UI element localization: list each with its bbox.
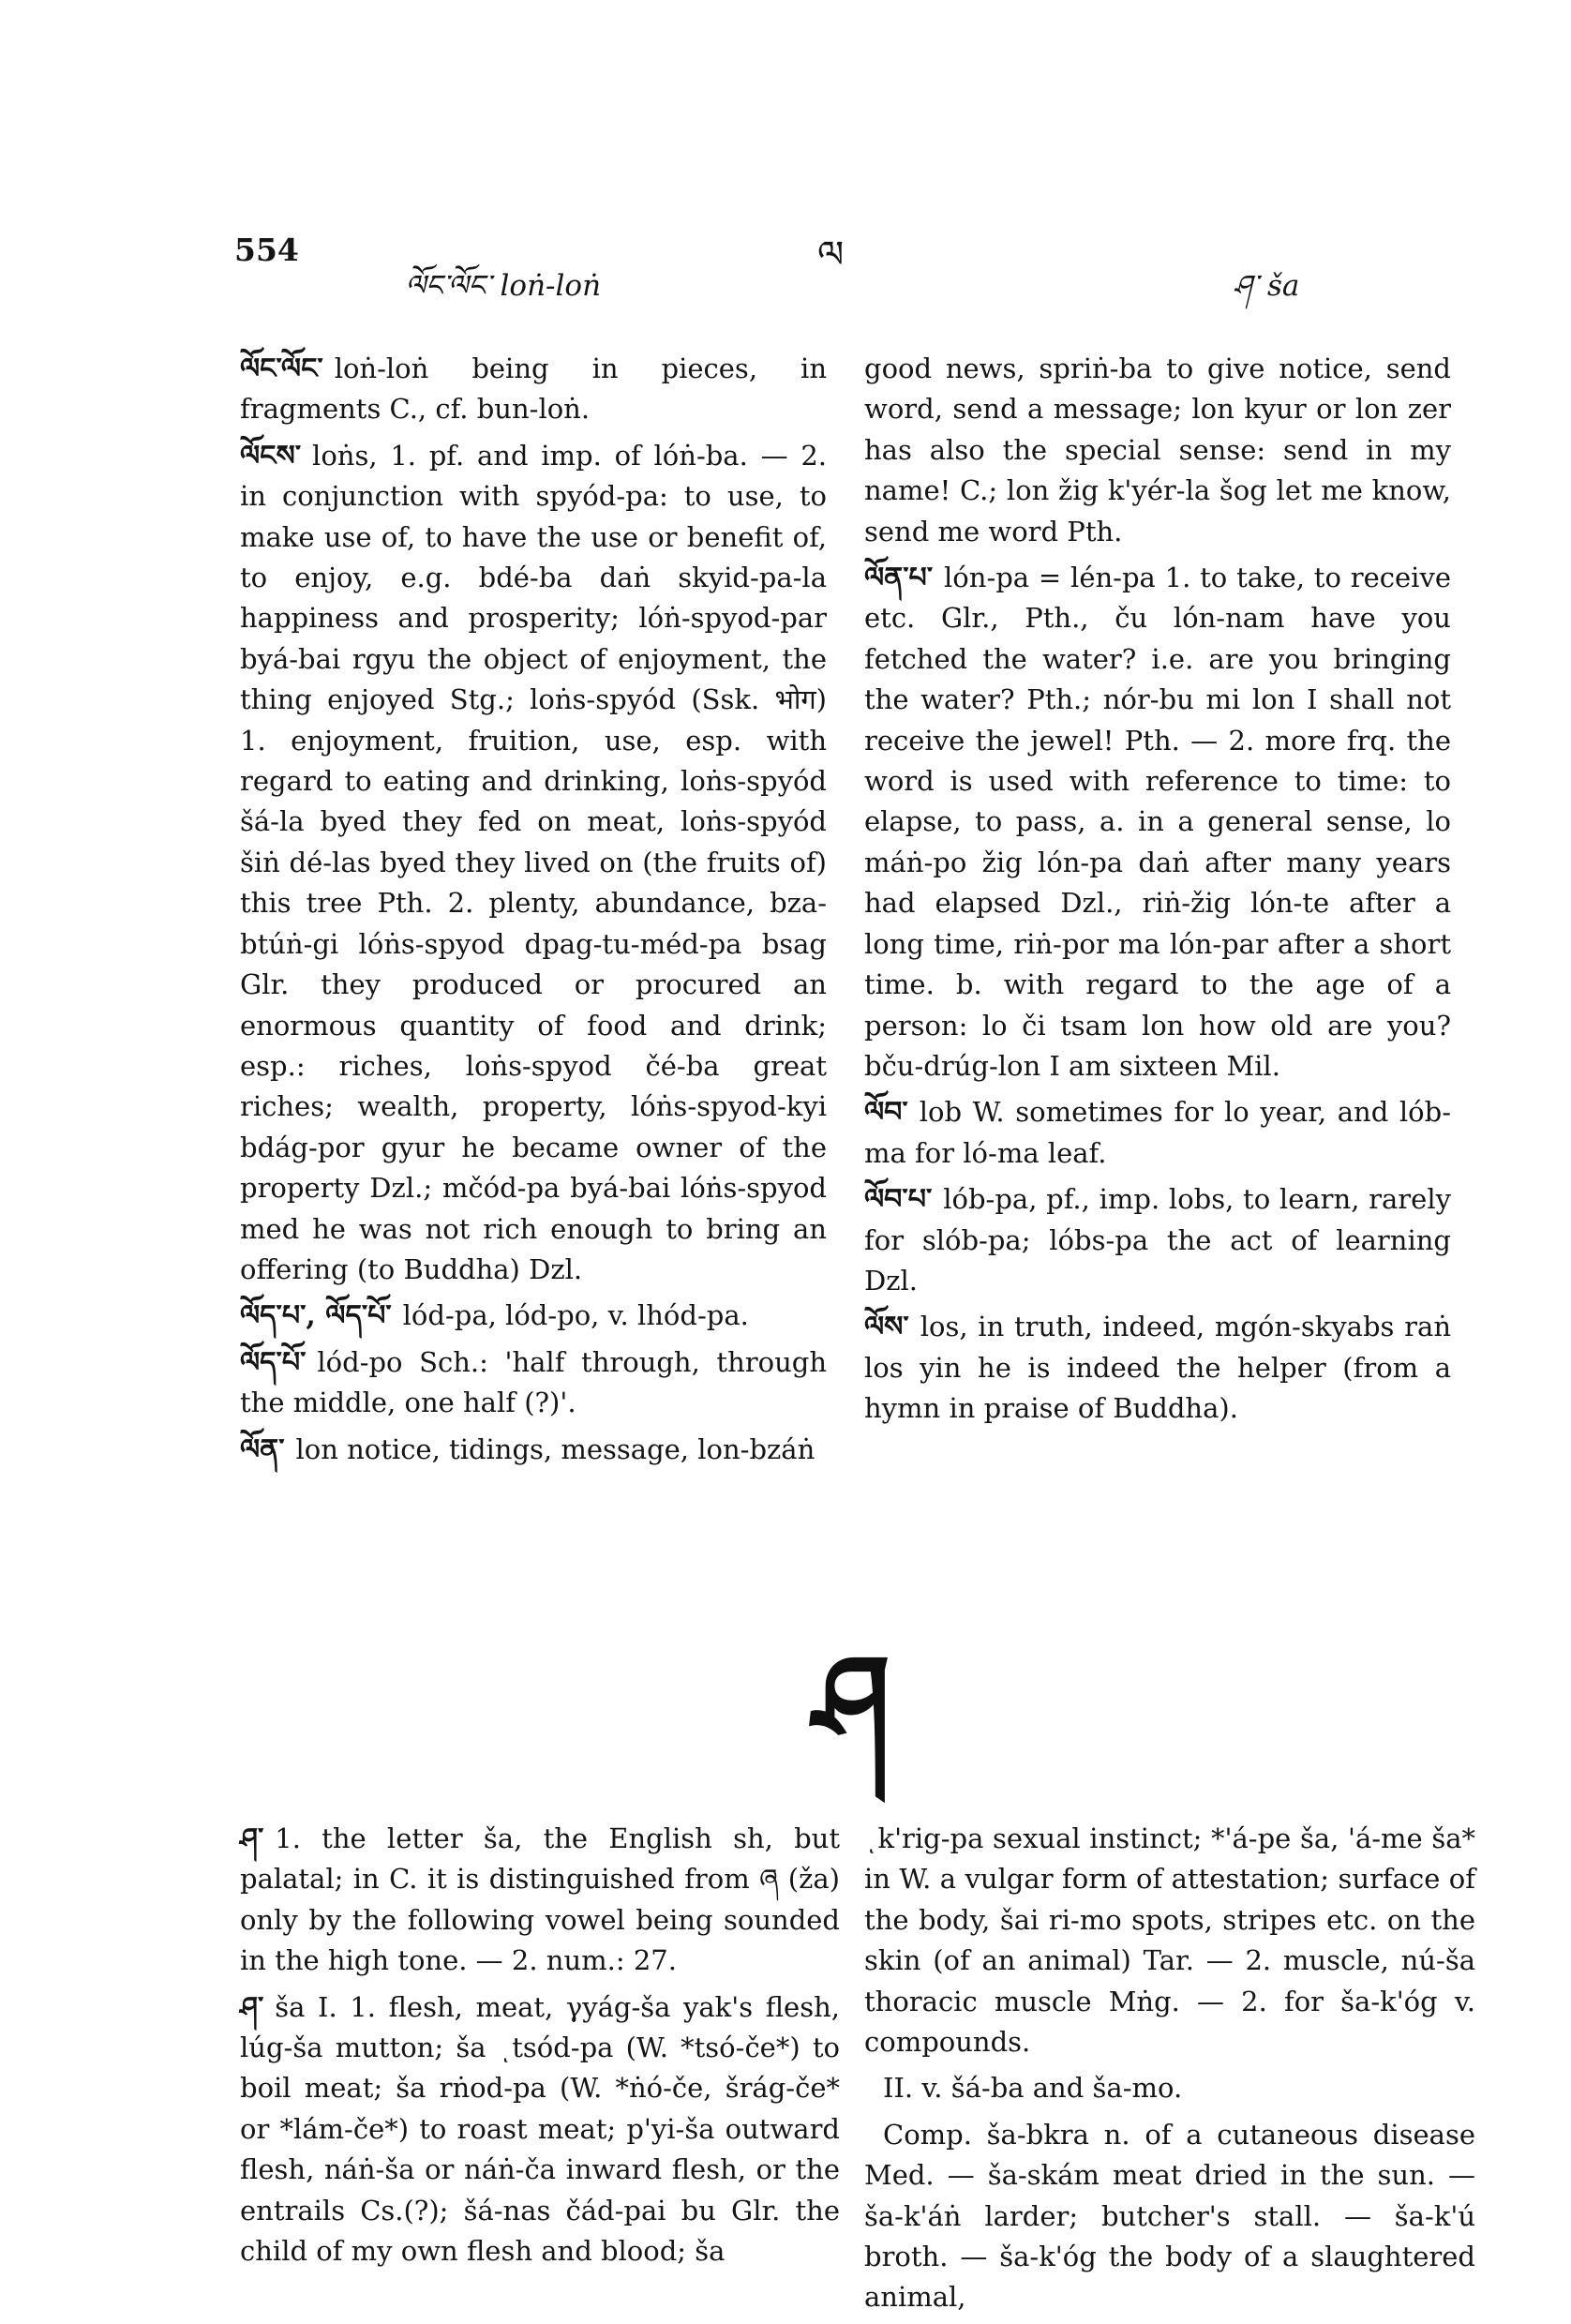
tibetan-headword: ལོས་ — [864, 1311, 909, 1344]
section-letter-heading: ཤ — [814, 1627, 891, 1771]
entry-text: ͺk'rig-pa sexual instinct; *'á-pe ša, 'á-me ša* in W. a vulgar form of attestation; surface of the body, šai ri-mo spots, stripes etc. on the skin (of an animal) Tar. — 2. muscle, nú-ša thoracic muscle Mṅg. — 2. for ša-k'óg v. compounds. — [864, 1822, 1475, 2059]
entry-text: lód-pa, lód-po, v. lhód-pa. — [402, 1299, 749, 1332]
entry-text: lon notice, tidings, message, lon-bzáṅ — [295, 1432, 815, 1465]
entry-continuation — [864, 349, 1451, 552]
entry-text: Comp. ša-bkra n. of a cutaneous disease Med. — ša-skám meat dried in the sun. — ša-k'áṅ larder; butcher's stall. — ša-k'ú broth. — ša-k'óg the body of a slaughtered animal, — [864, 2118, 1475, 2314]
entry-text: loṅ-loṅ being in pieces, in fragments C., cf. bun-loṅ. — [240, 352, 827, 426]
right-running-head: ཤ་ ša — [1234, 269, 1300, 303]
tibetan-headword: ལོན་ — [240, 1432, 285, 1466]
dictionary-entry — [240, 1987, 840, 2272]
dictionary-entry — [240, 349, 827, 430]
dictionary-entry — [240, 1342, 827, 1424]
entry-text: II. v. šá-ba and ša-mo. — [883, 2072, 1183, 2105]
dictionary-entry — [240, 436, 827, 1291]
tibetan-headword: ལོན་པ་ — [864, 562, 934, 595]
center-header-letter: ལ — [817, 233, 845, 277]
dictionary-entry — [240, 1819, 840, 1982]
tibetan-headword: ཤ་ — [240, 1990, 264, 2024]
dictionary-entry — [864, 1179, 1451, 1301]
tibetan-headword: ཤ་ — [240, 1822, 264, 1855]
entry-text: loṅs, 1. pf. and imp. of lóṅ-ba. — 2. in conjunction with spyód-pa: to use, to make use of, to have the use or benefit of, to enjoy, e.g. bdé-ba daṅ skyid-pa-la happiness and prosperity; lóṅ-spyod-par byá-bai rgyu the object of enjoyment, the thing enjoyed Stg.; loṅs-spyód (Ssk. भोग) 1. enjoyment, fruition, use, esp. with regard to eating and drinking, loṅs-spyód šá-la byed they fed on meat, loṅs-spyód šiṅ dé-las byed they lived on (the fruits of) this tree Pth. 2. plenty, abundance, bza-btúṅ-gi lóṅs-spyod dpag-tu-méd-pa bsag Glr. they produced or procured an enormous quantity of food and drink; esp.: riches, loṅs-spyod čé-ba great riches; wealth, property, lóṅs-spyod-kyi bdág-por gyur he became owner of the property Dzl.; mčód-pa byá-bai lóṅs-spyod med he was not rich enough to bring an offering (to Buddha) Dzl. — [240, 439, 827, 1285]
left-running-head: ལོང་ལོང་ loṅ-loṅ — [405, 269, 602, 303]
tibetan-headword: ལོབ་ — [864, 1096, 908, 1130]
entry-text: lob W. sometimes for lo year, and lób-ma for ló-ma leaf. — [864, 1096, 1451, 1169]
dictionary-entry — [864, 1092, 1451, 1174]
tibetan-headword: ལོངས་ — [240, 439, 302, 472]
tibetan-headword: ལོབ་པ་ — [864, 1183, 933, 1217]
tibetan-headword: ལོད་པ་, ལོད་པོ་ — [240, 1299, 392, 1333]
entry-text: 1. the letter ša, the English sh, but palatal; in C. it is distinguished from ཞ (ža) only by the following vowel being sounded in the high tone. — 2. num.: 27. — [240, 1822, 840, 1977]
column-left-bottom — [240, 1819, 840, 2277]
entry-subsection — [864, 2068, 1475, 2108]
entry-text: los, in truth, indeed, mgón-skyabs raṅ los yin he is indeed the helper (from a hymn in praise of Buddha). — [864, 1311, 1451, 1425]
dictionary-entry — [864, 558, 1451, 1087]
dictionary-entry — [240, 1430, 827, 1470]
tibetan-headword: ལོད་པོ་ — [240, 1345, 307, 1379]
page-number: 554 — [234, 232, 299, 268]
entry-text: lón-pa = lén-pa 1. to take, to receive etc. Glr., Pth., ču lón-nam have you fetched the water? i.e. are you bringing the water? Pth.; nór-bu mi lon I shall not receive the jewel! Pth. — 2. more frq. the word is used with reference to time: to elapse, to pass, a. in a general sense, lo máṅ-po žig lón-pa daṅ after many years had elapsed Dzl., riṅ-žig lón-te after a long time, riṅ-por ma lón-par after a short time. b. with regard to the age of a person: lo či tsam lon how old are you? bču-drúg-lon I am sixteen Mil. — [864, 562, 1451, 1082]
entry-text: lód-po Sch.: 'half through, through the middle, one half (?)'. — [240, 1345, 827, 1419]
entry-text: ša I. 1. flesh, meat, γyág-ša yak's flesh, lúg-ša mutton; ša ͺtsód-pa (W. *tsó-če*) to boil meat; ša rṅod-pa (W. *ṅó-če, šrág-če* or *lám-če*) to roast meat; p'yi-ša outward flesh, náṅ-ša or náṅ-ča inward flesh, or the entrails Cs.(?); šá-nas čád-pai bu Glr. the child of my own flesh and blood; ša — [240, 1990, 840, 2268]
column-left-top — [240, 349, 827, 1476]
entry-text: good news, spriṅ-ba to give notice, send word, send a message; lon kyur or lon zer has also the special sense: send in my name! C.; lon žig k'yér-la šog let me know, send me word Pth. — [864, 352, 1451, 547]
entry-text: lób-pa, pf., imp. lobs, to learn, rarely for slób-pa; lóbs-pa the act of learning Dzl. — [864, 1183, 1451, 1297]
dictionary-entry — [240, 1296, 827, 1336]
dictionary-entry — [864, 1307, 1451, 1429]
column-right-top — [864, 349, 1451, 1435]
column-right-bottom — [864, 1819, 1475, 2324]
tibetan-headword: ལོང་ལོང་ — [240, 352, 323, 385]
entry-continuation — [864, 1819, 1475, 2062]
entry-compounds — [864, 2115, 1475, 2318]
